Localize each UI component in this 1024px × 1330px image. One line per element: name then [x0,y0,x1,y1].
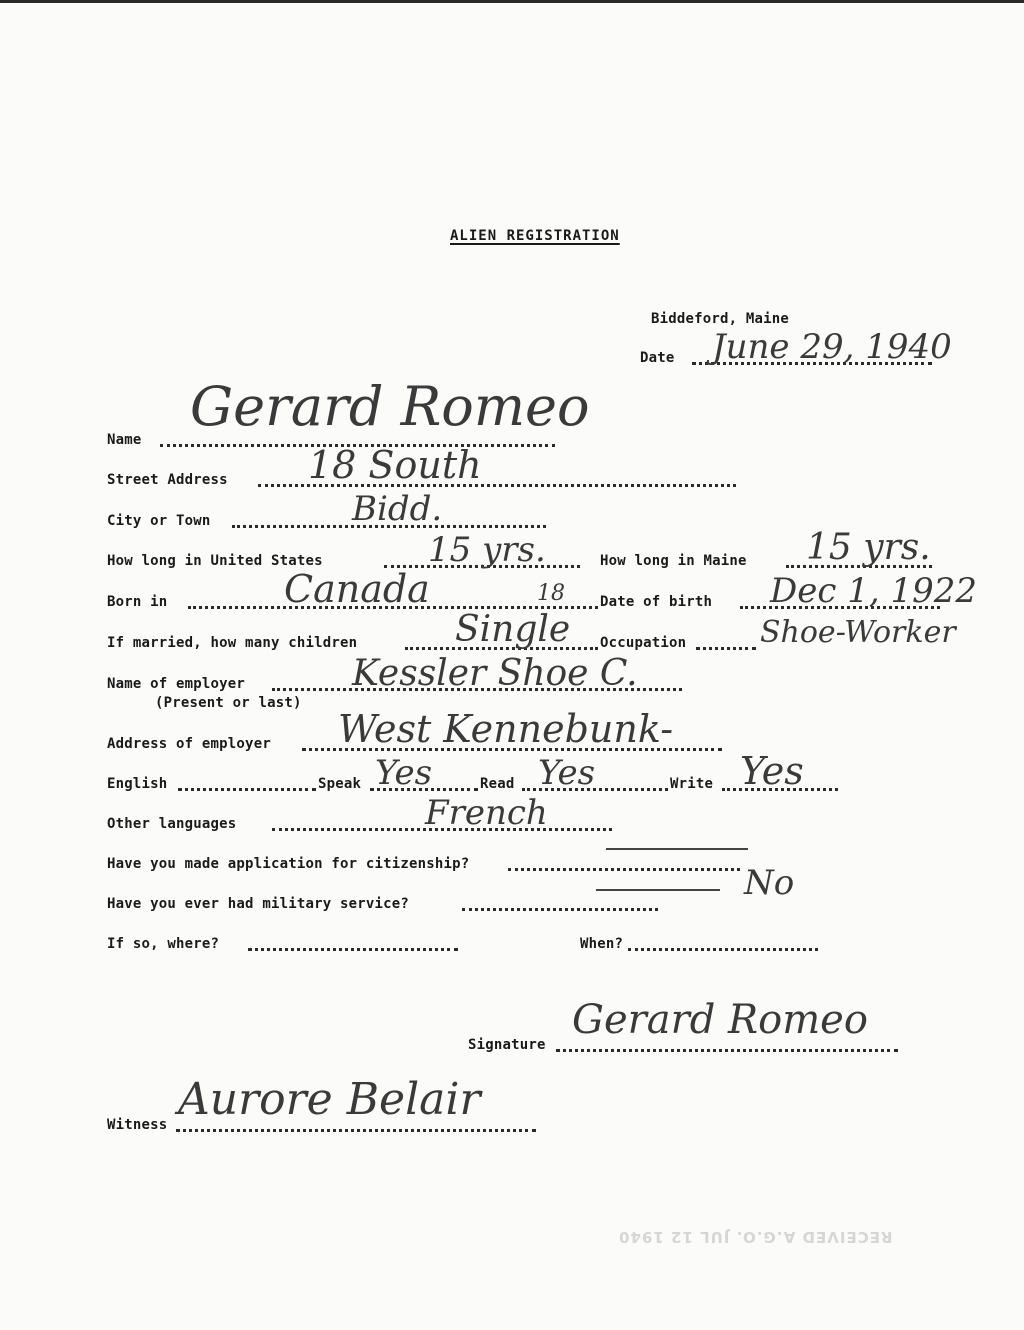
us-label: How long in United States [107,553,323,569]
witness-value: Aurore Belair [178,1074,481,1125]
employer-sub-label: (Present or last) [155,695,302,711]
when-dots [628,948,818,951]
employer-value: Kessler Shoe C. [352,653,638,694]
citizenship-dots [508,868,740,871]
employer-label: Name of employer [107,676,246,692]
street-value: 18 South [308,443,482,487]
location-text: Biddeford, Maine [651,311,790,327]
signature-dots [556,1049,898,1052]
where-label: If so, where? [107,936,220,952]
born-label: Born in [107,594,168,610]
married-value: Single [455,609,571,650]
scan-top-edge [0,0,1024,3]
speak-label: Speak [318,776,362,792]
us-value: 15 yrs. [428,530,546,570]
english-dots [178,788,316,791]
citizenship-dash [606,848,748,850]
born-extra: 18 [537,581,565,606]
maine-label: How long in Maine [600,553,747,569]
city-label: City or Town [107,513,211,529]
military-dots [462,908,658,911]
married-label: If married, how many children [107,635,358,651]
signature-value: Gerard Romeo [572,997,868,1043]
witness-label: Witness [107,1117,168,1133]
employer-address-value: West Kennebunk- [338,707,674,751]
received-stamp: RECEIVED A.G.O. JUL 12 1940 [618,1228,893,1246]
city-value: Bidd. [352,489,443,529]
signature-label: Signature [468,1037,546,1053]
name-value: Gerard Romeo [190,375,590,438]
maine-value: 15 yrs. [806,527,931,568]
write-value: Yes [740,749,804,793]
born-value: Canada [284,567,430,611]
write-label: Write [670,776,714,792]
when-label: When? [580,936,624,952]
other-lang-value: French [425,793,548,833]
occupation-value: Shoe-Worker [760,615,956,650]
other-lang-label: Other languages [107,816,237,832]
english-label: English [107,776,168,792]
dob-value: Dec 1, 1922 [770,571,978,611]
citizenship-label: Have you made application for citizenship? [107,856,470,872]
employer-address-label: Address of employer [107,736,271,752]
occupation-label: Occupation [600,635,687,651]
read-value: Yes [538,753,596,793]
military-value: No [744,863,795,903]
dob-label: Date of birth [600,594,713,610]
date-label: Date [640,350,675,366]
witness-dots [176,1129,536,1132]
speak-value: Yes [375,753,433,793]
date-value: June 29, 1940 [712,327,952,367]
where-dots [248,948,458,951]
occupation-dots [696,647,756,650]
military-dash [596,889,720,891]
name-label: Name [107,432,142,448]
form-title: ALIEN REGISTRATION [450,228,620,244]
street-label: Street Address [107,472,228,488]
read-label: Read [480,776,515,792]
military-label: Have you ever had military service? [107,896,410,912]
